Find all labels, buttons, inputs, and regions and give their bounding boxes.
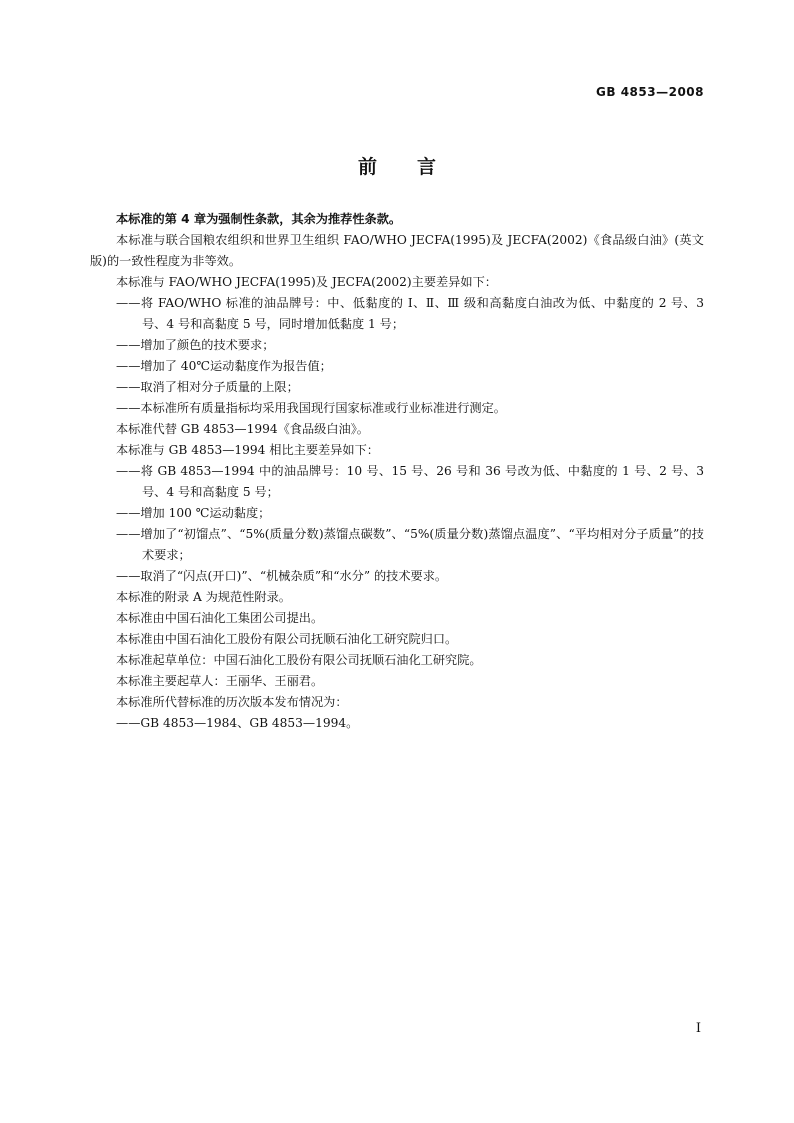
paragraph-appendix: 本标准的附录 A 为规范性附录。: [116, 590, 291, 604]
list-item: ——增加 100 ℃运动黏度；: [116, 506, 271, 520]
list-item: ——将 GB 4853—1994 中的油品牌号：10 号、15 号、26 号和 36 号改为低、中黏度的 1 号、2 号、3 号、4 号和高黏度 5 号；: [116, 464, 704, 499]
page-title: 前言: [357, 156, 476, 178]
paragraph-drafting-unit: 本标准起草单位：中国石油化工股份有限公司抚顺石油化工研究院。: [116, 653, 482, 667]
list-item: ——GB 4853—1984、GB 4853—1994。: [116, 716, 359, 730]
paragraph-drafters: 本标准主要起草人：王丽华、王丽君。: [116, 674, 324, 688]
paragraph-proposed-by: 本标准由中国石油化工集团公司提出。: [116, 611, 324, 625]
list-item: ——增加了 40℃运动黏度作为报告值；: [116, 359, 332, 373]
list-item: ——增加了“初馏点”、“5%(质量分数)蒸馏点碳数”、“5%(质量分数)蒸馏点温度”、“平均相对分子质量”的技术要求；: [116, 527, 704, 562]
list-item: ——取消了相对分子质量的上限；: [116, 380, 299, 394]
paragraph-mandatory-clause: 本标准的第 4 章为强制性条款，其余为推荐性条款。: [116, 212, 402, 226]
standard-number: GB 4853—2008: [596, 85, 704, 99]
paragraph-changes-intro: 本标准与 GB 4853—1994 相比主要差异如下：: [116, 443, 379, 457]
page-number: I: [695, 1021, 701, 1036]
paragraph-consistency: 本标准与联合国粮农组织和世界卫生组织 FAO/WHO JECFA(1995)及 JECFA(2002)《食品级白油》(英文版)的一致性程度为非等效。: [90, 233, 704, 268]
list-item: ——将 FAO/WHO 标准的油品牌号：中、低黏度的 Ⅰ、Ⅱ、Ⅲ 级和高黏度白油改为低、中黏度的 2 号、3 号、4 号和高黏度 5 号，同时增加低黏度 1 号；: [116, 296, 704, 331]
list-item: ——取消了“闪点(开口)”、“机械杂质”和“水分” 的技术要求。: [116, 569, 448, 583]
paragraph-history-intro: 本标准所代替标准的历次版本发布情况为：: [116, 695, 348, 709]
paragraph-differences-intro: 本标准与 FAO/WHO JECFA(1995)及 JECFA(2002)主要差异如下：: [116, 275, 497, 289]
document-body: [90, 209, 704, 734]
paragraph-centralized-by: 本标准由中国石油化工股份有限公司抚顺石油化工研究院归口。: [116, 632, 458, 646]
list-item: ——增加了颜色的技术要求；: [116, 338, 275, 352]
paragraph-replaces: 本标准代替 GB 4853—1994《食品级白油》。: [116, 422, 369, 436]
list-item: ——本标准所有质量指标均采用我国现行国家标准或行业标准进行测定。: [116, 401, 506, 415]
